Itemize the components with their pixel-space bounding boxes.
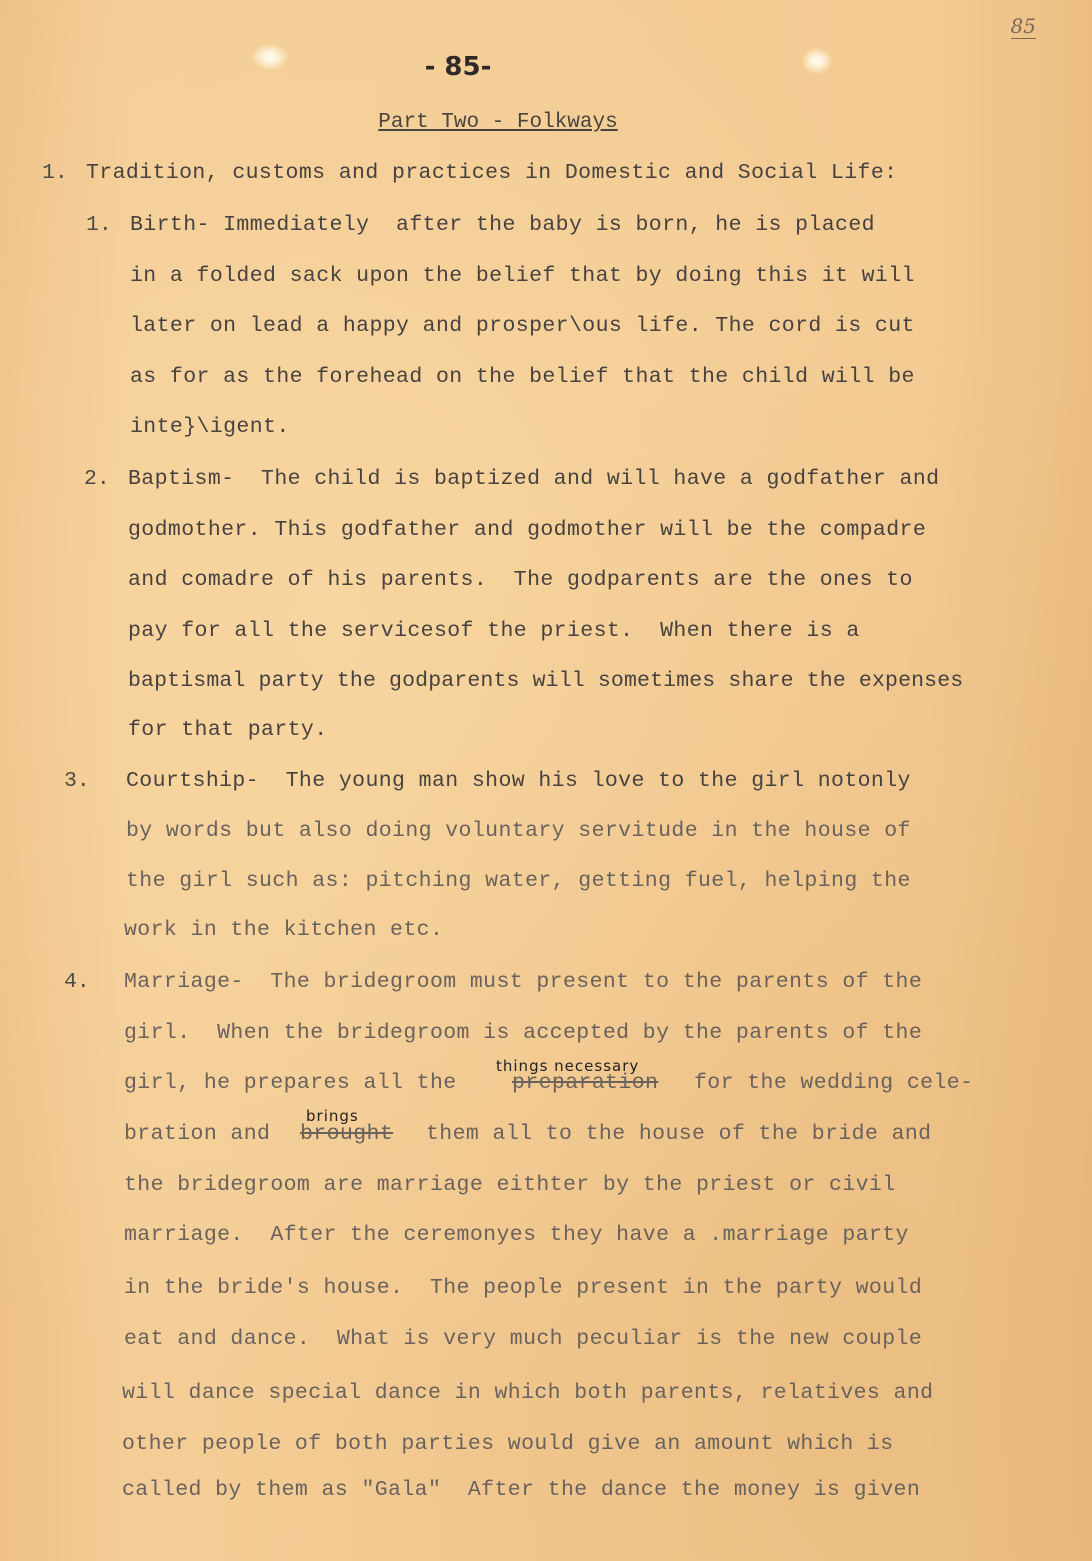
text-line: other people of both parties would give an amount which is — [122, 1432, 894, 1456]
text-line: in the bride's house. The people present in the party would — [124, 1276, 923, 1300]
heading-number: 1. — [42, 161, 68, 185]
text-line: marriage. After the ceremonyes they have a .marriage party — [124, 1223, 909, 1247]
text-line: bration and — [124, 1122, 271, 1146]
text-line: pay for all the servicesof the priest. When there is a — [128, 619, 860, 643]
item-number: 1. — [86, 213, 112, 237]
text-line: in a folded sack upon the belief that by doing this it will — [130, 264, 915, 288]
text-line: later on lead a happy and prosper\ous life. The cord is cut — [130, 314, 915, 338]
paper-hole-mark — [252, 44, 288, 70]
text-line: and comadre of his parents. The godparents are the ones to — [128, 568, 913, 592]
text-line: girl, he prepares all the — [124, 1071, 457, 1095]
text-line: for the wedding cele- — [694, 1071, 974, 1095]
text-line: girl. When the bridegroom is accepted by the parents of the — [124, 1021, 923, 1045]
text-line: Baptism- The child is baptized and will have a godfather and — [128, 467, 940, 491]
text-line: Birth- Immediately after the baby is born, he is placed — [130, 213, 875, 237]
text-line: by words but also doing voluntary servitude in the house of — [126, 819, 911, 843]
text-line: inte}\igent. — [130, 415, 290, 439]
text-line: as for as the forehead on the belief that the child will be — [130, 365, 915, 389]
paper-hole-mark — [802, 48, 832, 74]
item-number: 2. — [84, 467, 110, 491]
text-line: the bridegroom are marriage eithter by the priest or civil — [124, 1173, 896, 1197]
section-title: Part Two - Folkways — [378, 111, 618, 134]
item-number: 3. — [64, 769, 90, 793]
text-line: called by them as "Gala" After the dance the money is given — [122, 1478, 921, 1502]
struck-word: brought — [300, 1122, 394, 1146]
text-line: them all to the house of the bride and — [426, 1122, 932, 1146]
text-line: eat and dance. What is very much peculiar is the new couple — [124, 1327, 923, 1351]
text-line: Courtship- The young man show his love to the girl notonly — [126, 769, 911, 793]
handwritten-insertion: things necessary — [496, 1057, 640, 1075]
text-line: the girl such as: pitching water, getting fuel, helping the — [126, 869, 911, 893]
text-line: work in the kitchen etc. — [124, 918, 444, 942]
text-line: godmother. This godfather and godmother will be the compadre — [128, 518, 927, 542]
struck-word: preparation — [512, 1071, 659, 1095]
item-number: 4. — [64, 970, 90, 994]
text-line: for that party. — [128, 718, 328, 742]
corner-page-number: 85 — [1010, 14, 1036, 38]
heading-text: Tradition, customs and practices in Domestic and Social Life: — [86, 161, 898, 185]
text-line: baptismal party the godparents will sometimes share the expenses — [128, 669, 964, 693]
text-line: Marriage- The bridegroom must present to the parents of the — [124, 970, 923, 994]
handwritten-insertion: brings — [306, 1107, 359, 1125]
page-number: - 85- — [424, 52, 492, 82]
text-line: will dance special dance in which both parents, relatives and — [122, 1381, 934, 1405]
